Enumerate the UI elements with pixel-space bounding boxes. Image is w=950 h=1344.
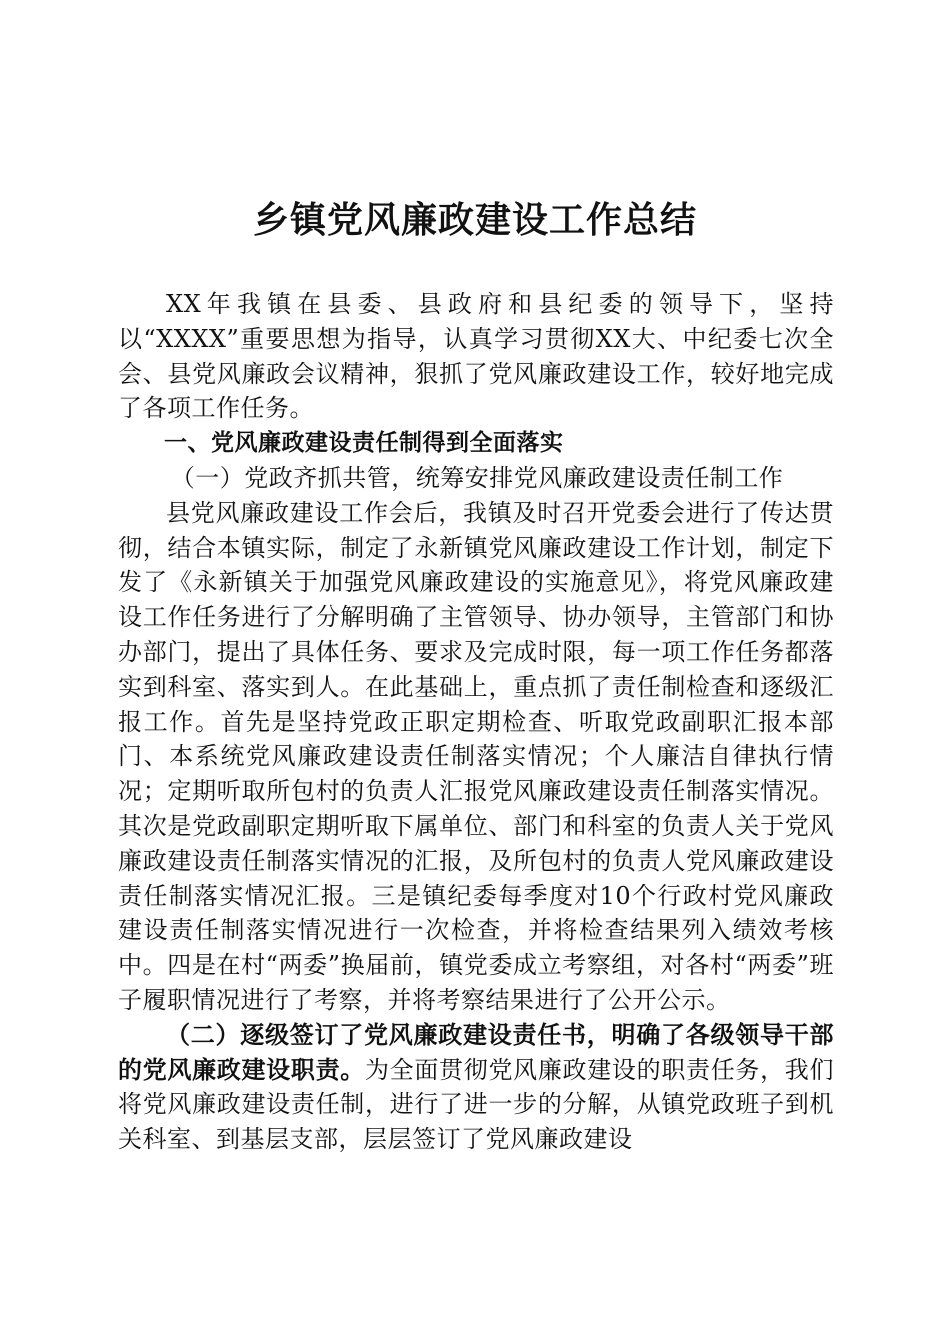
subsection-2-paragraph [118, 1018, 834, 1157]
subsection-1-paragraph: 县党风廉政建设工作会后，我镇及时召开党委会进行了传达贯彻，结合本镇实际，制定了永新镇党风廉政建设工作计划，制定下发了《永新镇关于加强党风廉政建设的实施意见》，将党风廉政建设工作任务进行了分解明确了主管领导、协办领导，主管部门和协办部门，提出了具体任务、要求及完成时限，每一项工作任务都落实到科室、落实到人。在此基础上，重点抓了责任制检查和逐级汇报工作。首先是坚持党政正职定期检查、听取党政副职汇报本部门、本系统党风廉政建设责任制落实情况；个人廉洁自律执行情况；定期听取所包村的负责人汇报党风廉政建设责任制落实情况。其次是党政副职定期听取下属单位、部门和科室的负责人关于党风廉政建设责任制落实情况的汇报，及所包村的负责人党风廉政建设责任制落实情况汇报。三是镇纪委每季度对10个行政村党风廉政建设责任制落实情况进行一次检查，并将检查结果列入绩效考核中。四是在村“两委”换届前，镇党委成立考察组，对各村“两委”班子履职情况进行了考察，并将考察结果进行了公开公示。 [118, 498, 834, 1014]
subsection-heading-1: （一）党政齐抓共管，统筹安排党风廉政建设责任制工作 [170, 463, 784, 492]
subsection-2-lead: （二）逐级签订了党风廉政建设责任书，明确了各级领导干部的党风廉政建设职责。 [118, 1019, 834, 1084]
document-title: 乡镇党风廉政建设工作总结 [252, 199, 697, 241]
document-body [118, 287, 834, 1157]
section-heading-1: 一、党风廉政建设责任制得到全面落实 [164, 430, 564, 457]
subsection-2-body: 为全面贯彻党风廉政建设的职责任务，我们将党风廉政建设责任制，进行了进一步的分解，从镇党政班子到机关科室、到基层支部，层层签订了党风廉政建设 [118, 1055, 835, 1154]
intro-paragraph: XX年我镇在县委、县政府和县纪委的领导下，坚持以“XXXX”重要思想为指导，认真学习贯彻XX大、中纪委七次全会、县党风廉政会议精神，狠抓了党风廉政建设工作，较好地完成了各项工作任务。 [118, 290, 834, 423]
